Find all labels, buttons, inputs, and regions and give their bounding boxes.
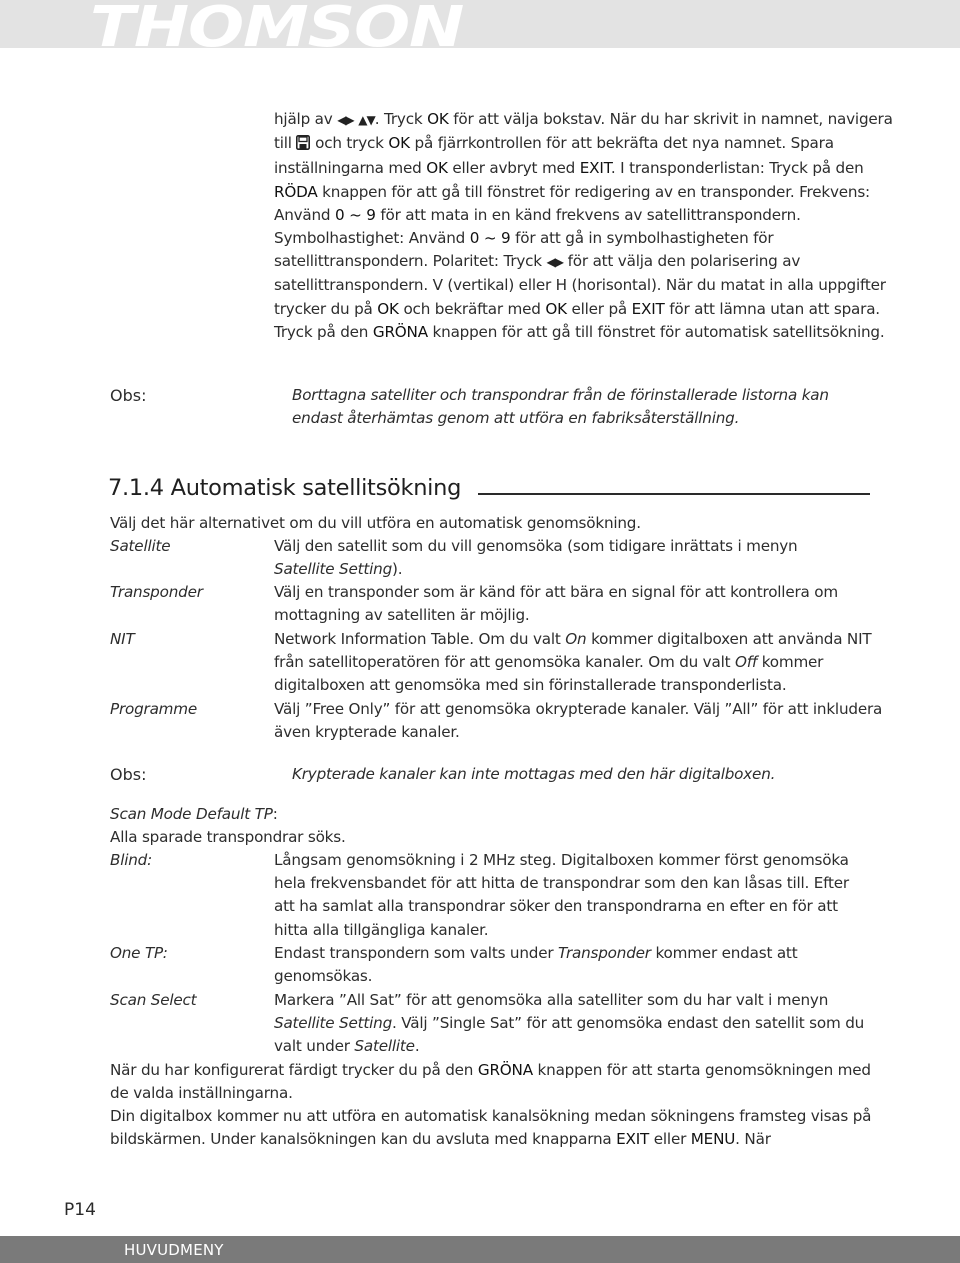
ok-key: OK	[388, 134, 410, 153]
scan-mode-italic: Scan Mode Default TP	[110, 805, 273, 823]
term-satellite: Satellite	[110, 537, 171, 555]
brand-logo: THOMSON	[90, 0, 464, 60]
page-number: P14	[64, 1200, 96, 1220]
ok-key: OK	[377, 299, 399, 318]
exit-key: EXIT	[631, 299, 665, 318]
intro-text: för att mata in en känd frekvens av satellittranspondern. Symbolhastighet: Använd	[274, 205, 801, 248]
exit-key: EXIT	[579, 159, 611, 178]
definition-text: Välj den satellit som du vill genomsöka (som tidigare inrättats i menyn	[274, 537, 798, 555]
term-scan-select: Scan Select	[110, 991, 197, 1009]
green-key: GRÖNA	[477, 1061, 533, 1079]
closing-paragraph-2	[110, 1105, 890, 1151]
left-right-arrows-icon: ◀▶	[337, 113, 354, 127]
definition-text: ).	[392, 560, 403, 579]
definition-scan-select	[274, 989, 874, 1059]
menu-key: MENU	[690, 1130, 736, 1149]
intro-text: för att lämna utan att spara. Tryck på den	[274, 299, 880, 341]
heading-rule	[478, 493, 870, 495]
scan-mode-all: Alla sparade transpondrar söks.	[110, 828, 346, 846]
term-text: One TP	[110, 944, 163, 962]
definition-text: . Välj ”Single Sat” för att genomsöka endast den satellit som du valt under	[274, 1014, 865, 1056]
intro-text: hjälp av	[274, 110, 333, 128]
definition-transponder: Välj en transponder som är känd för att bära en signal för att kontrollera om mottagning av satelliten är möjlig.	[274, 583, 838, 625]
save-icon	[296, 134, 310, 157]
note-label: Obs:	[110, 386, 147, 405]
intro-text: och tryck	[315, 134, 384, 153]
term-one-tp	[110, 942, 168, 965]
footer-section-label: HUVUDMENY	[124, 1241, 224, 1259]
digit-range: 0 ~ 9	[335, 205, 376, 224]
scan-mode-title	[110, 803, 890, 826]
closing-text: . När	[735, 1130, 771, 1149]
intro-text: eller avbryt med	[452, 159, 576, 178]
term-colon: :	[162, 944, 168, 962]
closing-text: Din digitalbox kommer nu att utföra en automatisk kanalsökning medan sökningens framsteg visas på bildskärmen. Under kanalsökningen kan du avsluta med knapparna	[110, 1107, 872, 1149]
intro-text: knappen för att gå till fönstret för redigering av en transponder. Frekvens: Använd	[274, 182, 870, 224]
intro-text: . I transponderlistan: Tryck på den	[610, 159, 864, 178]
term-text: Blind	[110, 851, 148, 869]
note-text: Krypterade kanaler kan inte mottagas med den här digitalboxen.	[292, 765, 776, 783]
green-key: GRÖNA	[372, 322, 428, 341]
intro-text: för att välja den polarisering av satellittranspondern. V (vertikal) eller H (horisontal). När du matat in alla uppgifter trycker du på	[274, 252, 886, 318]
intro-text: för att välja bokstav. När du har skrivit in namnet, navigera till	[274, 110, 893, 153]
definition-one-tp	[274, 942, 874, 988]
intro-text: för att gå in symbolhastigheten för satellittranspondern. Polaritet: Tryck	[274, 229, 774, 271]
section-intro: Välj det här alternativet om du vill utföra en automatisk genomsökning.	[110, 514, 641, 532]
exit-key: EXIT	[616, 1130, 650, 1149]
note-text: Borttagna satelliter och transpondrar från de förinstallerade listorna kan endast återhämtas genom att utföra en fabriksåterställning.	[292, 386, 829, 428]
intro-text: eller på	[571, 299, 628, 318]
intro-text: på fjärrkontrollen för att bekräfta det nya namnet. Spara inställningarna med	[274, 134, 834, 178]
definition-italic: Transponder	[558, 944, 651, 962]
footer-bar	[0, 1236, 960, 1263]
definition-italic: Satellite Setting	[274, 560, 393, 579]
definition-text: kommer digitalboxen att använda NIT från satellitoperatören för att genomsöka kanaler. Om du valt	[274, 630, 872, 672]
definition-text: Markera ”All Sat” för att genomsöka alla satelliter som du har valt i menyn	[274, 991, 829, 1009]
term-programme: Programme	[110, 700, 198, 718]
left-right-arrows-icon: ◀▶	[546, 255, 564, 270]
note-label: Obs:	[110, 765, 147, 784]
intro-text: och bekräftar med	[403, 299, 541, 318]
intro-paragraph	[274, 108, 894, 344]
intro-text: . Tryck	[374, 110, 423, 128]
definition-blind: Långsam genomsökning i 2 MHz steg. Digitalboxen kommer först genomsöka hela frekvensbandet för att hitta de transpondrar som den kan låsas till. Efter att ha samlat alla transpondrar söker den transpondrarna en efter en för att hitta alla tillgängliga kanaler.	[274, 851, 849, 939]
closing-text: När du har konfigurerat färdigt trycker du på den	[110, 1061, 474, 1079]
scan-mode-colon: :	[272, 805, 278, 823]
up-down-arrows-icon: ▲▼	[358, 113, 375, 127]
definition-text: kommer digitalboxen att genomsöka med sin förinstallerade transponderlista.	[274, 653, 824, 695]
term-blind	[110, 849, 152, 872]
section-title: 7.1.4 Automatisk satellitsökning	[108, 475, 462, 501]
definition-italic: Satellite	[354, 1037, 415, 1056]
definition-text: kommer endast att genomsökas.	[274, 944, 798, 986]
definition-italic: Off	[735, 653, 758, 672]
term-colon: :	[147, 851, 153, 869]
definition-nit	[274, 628, 894, 698]
definition-text: Endast transpondern som valts under	[274, 944, 554, 962]
ok-key: OK	[427, 110, 449, 128]
closing-text: eller	[653, 1130, 687, 1149]
ok-key: OK	[545, 299, 567, 318]
definition-italic: On	[565, 630, 587, 648]
intro-text: knappen för att gå till fönstret för automatisk satellitsökning.	[432, 322, 885, 341]
term-transponder: Transponder	[110, 583, 203, 601]
definition-satellite	[274, 535, 894, 581]
ok-key: OK	[426, 159, 448, 178]
closing-paragraph-1	[110, 1059, 890, 1105]
term-nit: NIT	[110, 630, 135, 648]
definition-italic: Satellite Setting	[274, 1014, 393, 1033]
red-key: RÖDA	[274, 182, 318, 201]
definition-text: Network Information Table. Om du valt	[274, 630, 561, 648]
closing-text: knappen för att starta genomsökningen med de valda inställningarna.	[110, 1061, 871, 1103]
definition-text: .	[414, 1037, 420, 1056]
definition-programme: Välj ”Free Only” för att genomsöka okrypterade kanaler. Välj ”All” för att inkludera även krypterade kanaler.	[274, 700, 883, 742]
digit-range: 0 ~ 9	[469, 229, 511, 248]
header-bar	[0, 0, 960, 60]
